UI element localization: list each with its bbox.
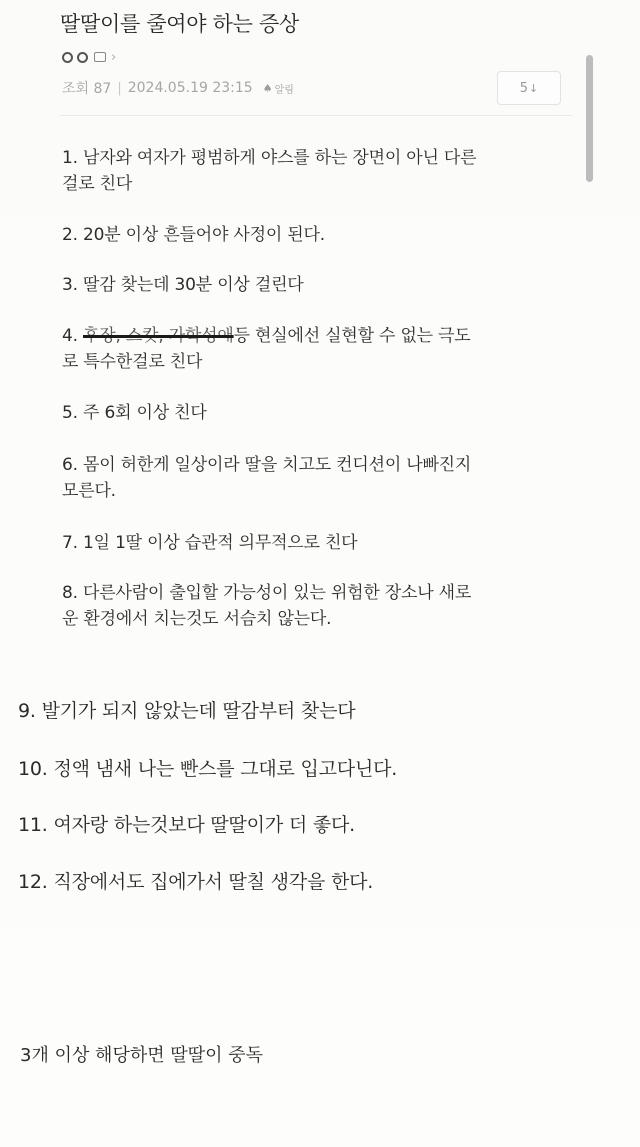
list-item: [62, 452, 567, 504]
meta-separator: |: [117, 80, 122, 96]
list-item: 11. 여자랑 하는것보다 딸딸이가 더 좋다.: [18, 814, 355, 836]
list-item-line: 걸로 친다: [62, 174, 133, 194]
comment-count: 5: [519, 80, 529, 96]
list-item-line: 1. 남자와 여자가 평범하게 야스를 하는 장면이 아닌 다른: [62, 148, 477, 168]
list-item-line: 8. 다른사람이 출입할 가능성이 있는 위험한 장소나 새로: [62, 583, 472, 603]
list-item-line: 2. 20분 이상 흔들어야 사정이 된다.: [62, 225, 325, 245]
list-item-line: 6. 몸이 허한게 일상이라 딸을 치고도 컨디션이 나빠진지: [62, 455, 472, 475]
list-item: 9. 발기가 되지 않았는데 딸감부터 찾는다: [18, 700, 356, 722]
list-item-text: 등 현실에선 실현할 수 없는 극도: [233, 326, 471, 346]
post-datetime: 2024.05.19 23:15: [127, 80, 253, 96]
list-item-line: 3. 딸감 찾는데 30분 이상 걸린다: [62, 275, 304, 295]
conclusion-text: 3개 이상 해당하면 딸딸이 중독: [20, 1045, 263, 1066]
list-item-line: 모른다.: [62, 481, 116, 501]
list-item: [62, 530, 567, 556]
scrollbar[interactable]: [586, 55, 593, 182]
list-item: [62, 323, 567, 375]
chevron-right-icon[interactable]: ›: [111, 49, 117, 65]
list-item: [62, 145, 567, 197]
arrow-down-icon: ↓: [529, 81, 539, 95]
author-level-badge: [94, 52, 106, 62]
list-item: 12. 직장에서도 집에가서 딸칠 생각을 한다.: [18, 871, 374, 893]
post-meta: [62, 78, 294, 98]
post-title: 딸딸이를 줄여야 하는 증상: [60, 12, 299, 36]
list-item-line: 5. 주 6회 이상 친다: [62, 403, 207, 423]
list-item-line: 운 환경에서 치는것도 서슴치 않는다.: [62, 609, 332, 629]
list-item: [62, 272, 567, 298]
list-item: [62, 580, 567, 632]
list-item: 10. 정액 냄새 나는 빤스를 그대로 입고다닌다.: [18, 758, 398, 780]
list-item: [62, 400, 567, 426]
list-item: [62, 222, 567, 248]
notification-badge-label: 알림: [274, 84, 294, 96]
comment-count-button[interactable]: [497, 71, 561, 105]
author-avatar-dot-1: [62, 52, 73, 63]
notification-badge[interactable]: [263, 81, 294, 96]
bell-icon: ♠: [262, 81, 273, 95]
list-item-number: 4.: [62, 326, 84, 346]
view-count: 조회 87: [62, 81, 112, 97]
header-divider: [60, 115, 572, 116]
author-avatar-dot-2: [77, 52, 88, 63]
author-row[interactable]: [62, 48, 116, 66]
list-item-line: 로 특수한걸로 친다: [62, 352, 203, 372]
list-item-line: 7. 1일 1딸 이상 습관적 의무적으로 친다: [62, 533, 358, 553]
struck-text: 후장, 스캇, 가학성애: [83, 326, 234, 346]
